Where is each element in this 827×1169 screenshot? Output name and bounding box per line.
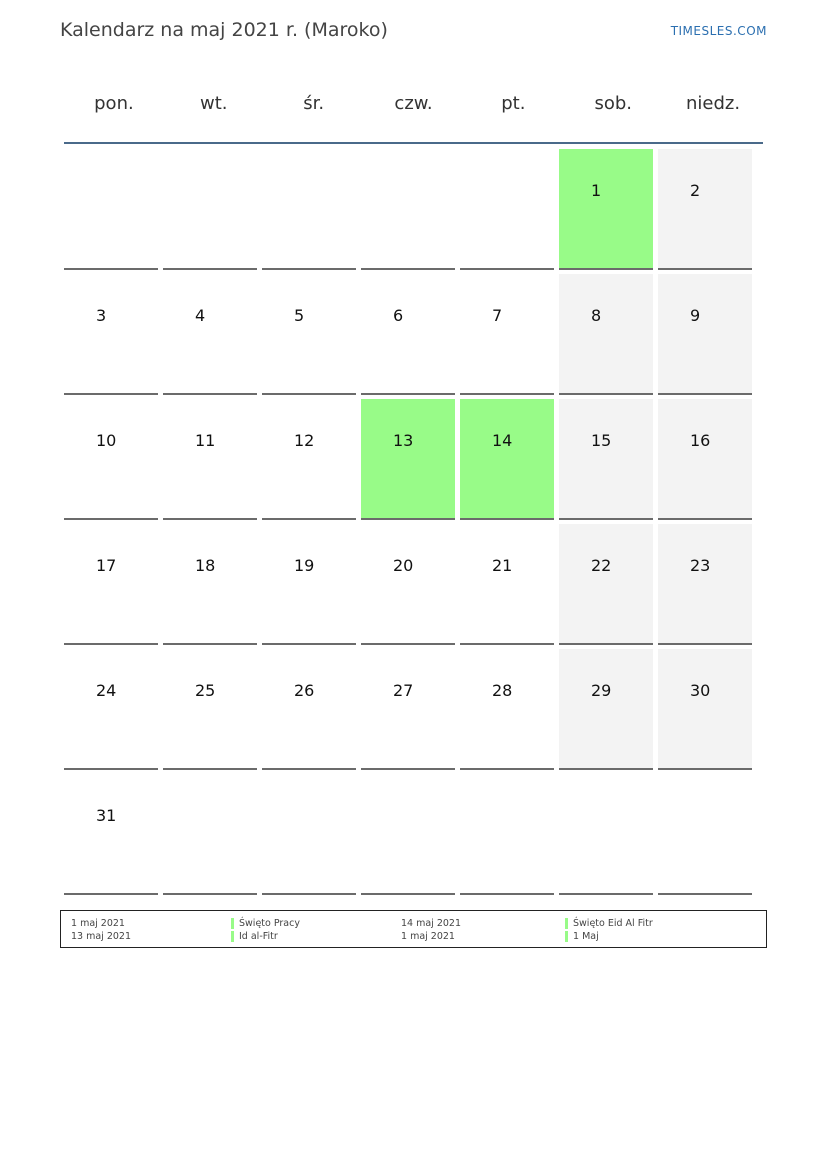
holiday-day-cell[interactable]: [460, 399, 554, 520]
day-cell[interactable]: [559, 399, 653, 520]
day-cell[interactable]: [460, 649, 554, 770]
legend-item: [565, 930, 653, 943]
day-cell[interactable]: [361, 274, 455, 395]
day-number: 9: [690, 306, 701, 325]
weekday-header: [64, 86, 763, 124]
brand-link[interactable]: TIMESLES.COM: [670, 24, 767, 38]
day-number: 14: [492, 431, 513, 450]
day-cell[interactable]: [361, 524, 455, 645]
legend-holiday-name: 1 Maj: [573, 931, 599, 942]
weekday-label: pon.: [94, 93, 134, 114]
holiday-day-cell[interactable]: [361, 399, 455, 520]
legend-holiday-name: Święto Eid Al Fitr: [573, 918, 653, 929]
day-number: 18: [195, 556, 216, 575]
day-number: 21: [492, 556, 513, 575]
day-number: 19: [294, 556, 315, 575]
day-cell[interactable]: [559, 649, 653, 770]
day-number: 27: [393, 681, 414, 700]
holiday-color-marker: [231, 931, 234, 942]
day-number: 11: [195, 431, 216, 450]
empty-day-cell: [64, 149, 158, 270]
legend-item: [565, 917, 653, 930]
day-cell[interactable]: [361, 649, 455, 770]
day-number: 22: [591, 556, 612, 575]
weekday-label: wt.: [200, 93, 228, 114]
day-number: 23: [690, 556, 711, 575]
calendar-grid: [64, 149, 763, 895]
empty-day-cell: [163, 149, 257, 270]
day-number: 4: [195, 306, 206, 325]
day-cell[interactable]: [64, 399, 158, 520]
weekday-label: pt.: [501, 93, 526, 114]
day-cell[interactable]: [163, 274, 257, 395]
legend-date: 14 maj 2021: [401, 918, 462, 929]
holiday-day-cell[interactable]: [559, 149, 653, 270]
day-cell[interactable]: [460, 524, 554, 645]
day-number: 13: [393, 431, 414, 450]
header-divider: [64, 142, 763, 144]
day-cell[interactable]: [559, 524, 653, 645]
day-number: 15: [591, 431, 612, 450]
day-cell[interactable]: [64, 274, 158, 395]
day-cell[interactable]: [460, 274, 554, 395]
weekday-label: sob.: [594, 93, 632, 114]
day-number: 29: [591, 681, 612, 700]
legend-names-column: [565, 917, 653, 943]
empty-day-cell: [361, 774, 455, 895]
day-number: 7: [492, 306, 503, 325]
day-number: 17: [96, 556, 117, 575]
day-cell[interactable]: [658, 524, 752, 645]
day-number: 2: [690, 181, 701, 200]
day-cell[interactable]: [559, 274, 653, 395]
day-number: 16: [690, 431, 711, 450]
day-number: 26: [294, 681, 315, 700]
day-number: 5: [294, 306, 305, 325]
day-cell[interactable]: [658, 149, 752, 270]
day-cell[interactable]: [658, 649, 752, 770]
day-cell[interactable]: [262, 274, 356, 395]
holiday-color-marker: [231, 918, 234, 929]
day-number: 30: [690, 681, 711, 700]
day-cell[interactable]: [163, 399, 257, 520]
legend-item: [231, 917, 300, 930]
day-cell[interactable]: [64, 774, 158, 895]
legend-holiday-name: Id al-Fitr: [239, 931, 278, 942]
day-cell[interactable]: [64, 524, 158, 645]
day-number: 24: [96, 681, 117, 700]
day-number: 25: [195, 681, 216, 700]
day-cell[interactable]: [64, 649, 158, 770]
page-title: Kalendarz na maj 2021 r. (Maroko): [60, 19, 388, 41]
weekday-label: czw.: [394, 93, 433, 114]
legend-names-column: [231, 917, 300, 943]
legend-dates-column: [71, 917, 131, 943]
holiday-color-marker: [565, 931, 568, 942]
day-cell[interactable]: [262, 524, 356, 645]
day-cell[interactable]: [262, 649, 356, 770]
day-cell[interactable]: [163, 524, 257, 645]
weekday-label: niedz.: [686, 93, 741, 114]
day-number: 31: [96, 806, 117, 825]
empty-day-cell: [460, 774, 554, 895]
empty-day-cell: [658, 774, 752, 895]
day-number: 20: [393, 556, 414, 575]
empty-day-cell: [460, 149, 554, 270]
empty-day-cell: [262, 774, 356, 895]
legend-date: 1 maj 2021: [71, 918, 125, 929]
day-number: 8: [591, 306, 602, 325]
legend-item: [231, 930, 300, 943]
empty-day-cell: [163, 774, 257, 895]
holiday-color-marker: [565, 918, 568, 929]
empty-day-cell: [361, 149, 455, 270]
legend-date: 13 maj 2021: [71, 931, 132, 942]
day-number: 6: [393, 306, 404, 325]
day-cell[interactable]: [262, 399, 356, 520]
legend-date: 1 maj 2021: [401, 931, 455, 942]
day-number: 28: [492, 681, 513, 700]
day-cell[interactable]: [658, 274, 752, 395]
day-cell[interactable]: [658, 399, 752, 520]
weekday-label: śr.: [303, 93, 325, 114]
day-number: 12: [294, 431, 315, 450]
legend-dates-column: [401, 917, 461, 943]
legend-holiday-name: Święto Pracy: [239, 918, 300, 929]
empty-day-cell: [262, 149, 356, 270]
day-number: 10: [96, 431, 117, 450]
empty-day-cell: [559, 774, 653, 895]
day-number: 1: [591, 181, 602, 200]
holiday-legend: [60, 910, 767, 948]
day-cell[interactable]: [163, 649, 257, 770]
day-number: 3: [96, 306, 107, 325]
